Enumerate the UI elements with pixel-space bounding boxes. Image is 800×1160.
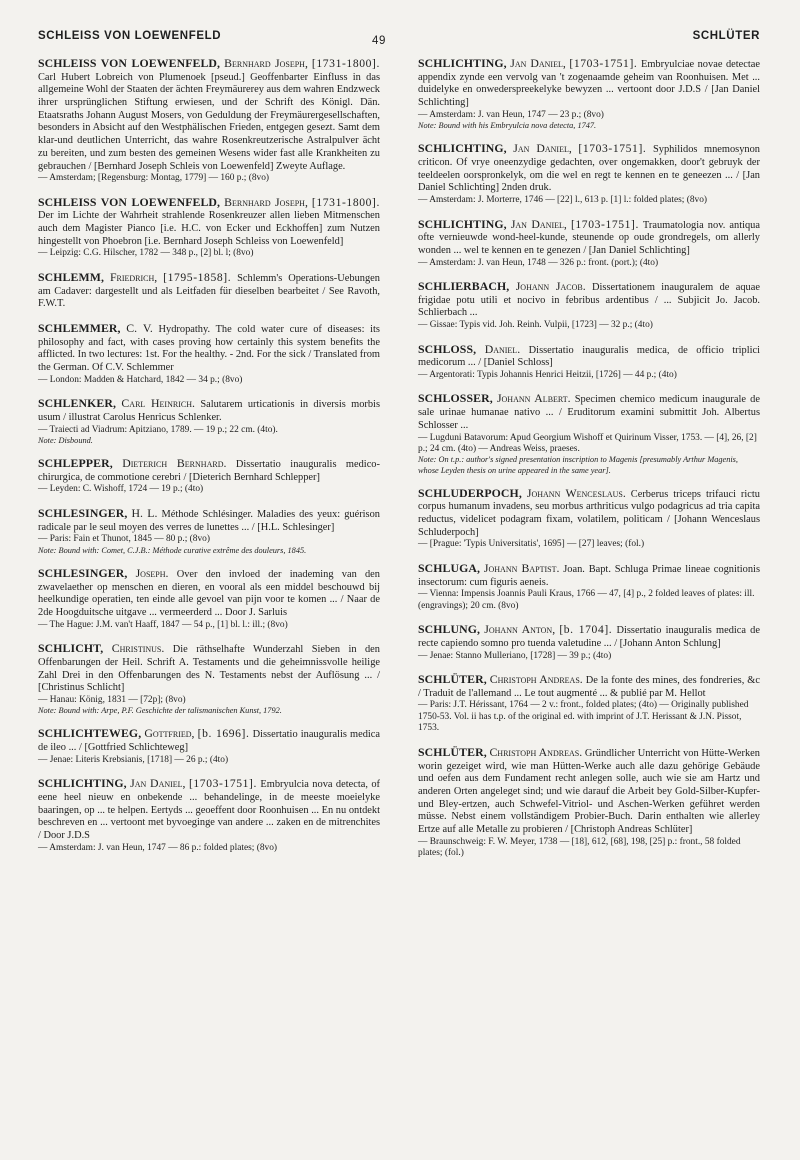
running-head [0, 22, 800, 46]
entry-title: Die räthselhafte Wunderzahl Sieben in den Offenbarungen der Heil. Schrift A. Testaments und die geheimnissvolle heilige Zahl Drei in den Offenbarungen des N. Testaments nebst der Auflösung ... / [Christinus Schlicht] [38, 644, 380, 694]
entry-dates: [b. 1696]. [197, 727, 250, 741]
entry-imprint: — Amsterdam: J. Morterre, 1746 — [22] l., 613 p. [1] l.: folded plates; (8vo) [418, 195, 708, 206]
entry-forename: Johann Anton, [484, 622, 556, 637]
entry-imprint: — Traiecti ad Viadrum: Apitziano, 1789. — 19 p.; 22 cm. (4to). [38, 424, 278, 435]
entry-surname: SCHLOSSER, [418, 391, 493, 406]
entry-note: Note: Bound with: Arpe, P.F. Geschichte der talismanischen Kunst, 1792. [38, 706, 282, 716]
entry-description [418, 745, 760, 837]
entry-description [38, 566, 380, 620]
entry-forename: Christinus. [111, 641, 165, 656]
bibliography-entry [418, 561, 760, 612]
entry-description [418, 561, 760, 589]
entry-title: Gründlicher Unterricht von Hütte-Werken worin gezeiget wird, wie man Hütten-Werke auch alle dazu gehörige Gebäude und oefen aus dem Fundament recht anlegen solle, auch wie sie am Hartz und anderen Orten angeleget sind; und wie darauf die Arbeit bey Gold-Silber-Kupfer- und Bley-ertzen, auch Schwefel-Vitriol- und Aschen-Werken geführet werden müsse. Nebst einem vollständigem Probier-Buch. Darin enthalten wie allerley Ertze auf alle Metalle zu probieren / [Christoph Andreas Schlüter] [418, 747, 760, 835]
entry-description [418, 56, 760, 110]
entry-surname: SCHLESINGER, [38, 565, 128, 580]
entry-description [38, 396, 380, 424]
entry-surname: SCHLICHT, [38, 641, 104, 656]
bibliography-entry [38, 195, 380, 260]
entry-surname: SCHLICHTING, [418, 216, 507, 231]
running-head-left: SCHLEISS VON LOEWENFELD [38, 30, 222, 42]
entry-forename: Joseph. [135, 565, 169, 580]
entry-imprint: — Amsterdam; [Regensburg: Montag, 1779] — 160 p.; (8vo) [38, 173, 270, 184]
entry-surname: SCHLIERBACH, [418, 279, 510, 294]
entry-description [418, 622, 760, 650]
entry-description [38, 56, 380, 173]
bibliography-entry [418, 342, 760, 382]
entry-dates: [1703-1751]. [570, 217, 640, 231]
entry-description [38, 321, 380, 375]
entry-imprint: — Jenae: Stanno Mulleriano, [1728] — 39 p.; (4to) [418, 650, 612, 661]
entry-surname: SCHLUDERPOCH, [418, 485, 522, 500]
entry-title: Dissertationem inauguralem de aquae frigidae potu utili et nocivo in febribus ardentibus / ... Subjicit Jo. Jacob. Schlierbach ... [418, 282, 760, 319]
entry-imprint: — Vienna: Impensis Joannis Pauli Kraus, 1766 — 47, [4] p., 2 folded leaves of plates: ill. (engravings); 20 cm. (8vo) [418, 589, 755, 611]
entry-title: Syphilidos mnemosynon criticon. Of vrye oneenzydige gedachten, over ongemakken, door't gebruyk der teeldeelen oorspronkelyk, om die wel en regt te kennen en te geneezen ... / [Jan Daniel Schlichting] 2nden druk. [418, 144, 760, 194]
entry-imprint: — Hanau: König, 1831 — [72p]; (8vo) [38, 694, 186, 705]
entry-surname: SCHLICHTING, [418, 141, 507, 156]
bibliography-entry [418, 745, 760, 860]
entry-title: Dissertatio inauguralis medica de recte capiendo somno pro tuenda valetudine ... / [Johann Anton Schlung] [418, 625, 760, 649]
entry-title: Traumatologia nov. antiqua ofte vernieuwde wond-heel-kunde, steunende op oude grondregels, om allerly wonden ... wel te kennen en te genezen / [Jan Daniel Schlichting] [418, 219, 760, 256]
entry-imprint: — Leyden: C. Wishoff, 1724 — 19 p.; (4to) [38, 484, 204, 495]
bibliography-entry [418, 486, 760, 551]
entry-description [38, 726, 380, 754]
entry-description [418, 391, 760, 432]
entry-note: Note: Disbound. [38, 436, 93, 445]
entry-title: Dissertatio inauguralis medica de ileo ... / [Gottfried Schlichteweg] [38, 729, 381, 754]
entry-dates: [1703-1751]. [578, 142, 647, 156]
entry-forename: Friedrich, [109, 269, 158, 284]
entry-dates: [1731-1800]. [311, 195, 380, 209]
entry-description [38, 195, 380, 249]
entry-note: Note: Bound with his Embryulcia nova detecta, 1747. [418, 121, 597, 131]
entry-description [418, 279, 760, 320]
entry-description [38, 270, 380, 311]
entry-forename: Bernhard Joseph, [224, 194, 308, 209]
entry-imprint: — Paris: Fain et Thunot, 1845 — 80 p.; (8vo) [38, 534, 210, 545]
entry-imprint: — Lugduni Batavorum: Apud Georgium Wishoff et Quirinum Visser, 1753. — [4], 26, [2] p.; 24 cm. (4to) — Andreas Weiss, praeses. [418, 432, 757, 454]
entry-forename: Jan Daniel, [513, 141, 572, 156]
entry-surname: SCHLEMM, [38, 269, 105, 284]
entry-title: Hydropathy. The cold water cure of diseases: its philosophy and fact, with cases proving how certainly this system benefits the afflicted. In two lectures: 1st. For the healthy. - 2nd. For the sick / Translated from the German. Of C.V. Schlemmer [38, 323, 380, 373]
entry-surname: SCHLESINGER, [38, 505, 128, 520]
entry-forename: Johann Baptist. [483, 560, 560, 575]
bibliography-entry [38, 566, 380, 631]
entry-surname: SCHLÜTER, [418, 672, 487, 687]
bibliography-entry [418, 391, 760, 475]
entry-dates: [b. 1704]. [559, 623, 613, 637]
entry-imprint: — Gissae: Typis vid. Joh. Reinh. Vulpii, [1723] — 32 p.; (4to) [418, 320, 653, 331]
entry-title: Salutarem urticationis in diversis morbis usum / illustrat Carolus Henricus Schlenker. [38, 399, 380, 423]
entry-forename: Daniel. [484, 341, 521, 356]
bibliography-entry [418, 622, 760, 662]
entry-surname: SCHLOSS, [418, 341, 477, 356]
entry-imprint: — Paris: J.T. Hérissant, 1764 — 2 v.: front., folded plates; (4to) — Originally published 1750-53. Vol. ii has t.p. of the original ed. with imprint of J.T. Herissant & J.N. Pissot, 1753. [418, 700, 749, 734]
entry-imprint: — [Prague: 'Typis Universitatis', 1695] — [27] leaves; (fol.) [418, 539, 645, 550]
entry-surname: SCHLENKER, [38, 396, 117, 411]
entry-forename: Bernhard Joseph, [224, 56, 308, 70]
entry-dates: [1731-1800]. [311, 57, 380, 70]
entry-forename: C. V. [126, 320, 153, 335]
entry-imprint: — Amsterdam: J. van Heun, 1747 — 23 p.; (8vo) [418, 109, 604, 120]
bibliography-entry [38, 776, 380, 854]
entry-title: Dissertatio inauguralis medico-chirurgica, de commotione cerebri / [Dieterich Bernhard Schlepper] [38, 459, 380, 483]
bibliography-entry [38, 396, 380, 446]
entry-surname: SCHLEISS VON LOEWENFELD, [38, 56, 221, 70]
entry-title: Embryulciae novae detectae appendix zynde een vervolg van 't zogenaamde geheim van Roonhuisen. Met ... duidelyke en onwederspreekelyke bewyzen ... vertoont door J.D.S / [Jan Daniel Schlichting] [418, 59, 761, 109]
entry-description [418, 486, 760, 540]
entry-dates: [1703-1751]. [188, 777, 257, 791]
entry-forename: H. L. [131, 505, 158, 520]
entry-description [38, 506, 380, 534]
entry-forename: Jan Daniel, [510, 56, 566, 70]
bibliography-entry [38, 726, 380, 766]
entry-imprint: — Argentorati: Typis Johannis Henrici Heitzii, [1726] — 44 p.; (4to) [418, 369, 677, 380]
entry-imprint: — Jenae: Literis Krebsianis, [1718] — 26 p.; (4to) [38, 754, 229, 765]
bibliography-entry [38, 56, 380, 185]
entry-title: Carl Hubert Lobreich von Plumenoek [pseud.] Geoffenbarter Einfluss in das allgemeine Wohl der Staaten der ächten Freymäurerey aus dem wahren Endzweck ihrer ursprünglichen Stiftung erwiesen, und der Schrift des Königl. Dän. Etaatsraths Johann August Mosers, von Geduldung der Freymäurergesellschaften, besonders in Absicht auf den Westphälischen Frieden, entgegen gesezt. Samt dem klar-und deutlichen Unterricht, das wahre Rosenkreutzerische Astralpulver ächt zu bereiten, und zum besten des gemeinen Wesens wider fast alle Krankheiten zu gebrauchen / [Bernhard Joseph Schleis von Loewenfeld] Zweyte Auflage. [38, 71, 380, 172]
bibliography-entry [418, 217, 760, 270]
entry-surname: SCHLÜTER, [418, 744, 487, 759]
bibliography-entry [418, 56, 760, 131]
entry-imprint: — London: Madden & Hatchard, 1842 — 34 p.; (8vo) [38, 374, 243, 385]
bibliography-entry [38, 321, 380, 386]
entry-forename: Carl Heinrich. [121, 396, 195, 411]
entry-forename: Dieterich Bernhard. [122, 456, 227, 471]
entry-forename: Jan Daniel, [130, 776, 186, 791]
entry-forename: Johann Albert. [496, 391, 571, 406]
entry-description [418, 342, 760, 370]
entry-surname: SCHLICHTEWEG, [38, 726, 142, 741]
entry-title: Der im Lichte der Wahrheit strahlende Rosenkreuzer allen lieben Mitmenschen auch dem Magister Pianco [i.e. H.C. von Ecker und Eckhoffen] zum Nutzen hingestellt von Phoebron [i.e. Bernhard Joseph Schleiss von Loewenfeld] [38, 210, 380, 247]
entry-surname: SCHLICHTING, [418, 56, 507, 70]
entry-title: Over den invloed der inademing van den zwavelaether op menschen en dieren, en vooral als een middel beschouwd bij heelkundige operatien, ten einde alle gevoel van pijn voor te komen ... / Naar de 2de Hoogduitsche uitgave ... vermeerderd ... Door J. Sarluis [38, 568, 380, 618]
running-head-right: SCHLÜTER [692, 30, 760, 42]
entry-surname: SCHLICHTING, [38, 776, 127, 791]
entry-forename: Gottfried, [144, 726, 195, 741]
entry-imprint: — The Hague: J.M. van't Haaff, 1847 — 54 p., [1] bl. l.: ill.; (8vo) [38, 619, 288, 630]
bibliography-entry [418, 672, 760, 735]
entry-imprint: — Amsterdam: J. van Heun, 1748 — 326 p.: front. (port.); (4to) [418, 257, 659, 268]
entry-description [418, 217, 760, 258]
entry-title: Méthode Schlésinger. Maladies des yeux: guérison radicale par le seul moyen des verres de lunettes ... / [H.L. Schlesinger] [38, 508, 380, 533]
entry-note: Note: On t.p.: author's signed presentation inscription to Magenis [presumably Arthur Magenis, whose Leyden thesis on urine appeared in the same year]. [418, 455, 738, 475]
page-number: 49 [372, 35, 386, 47]
right-column [418, 56, 760, 870]
bibliography-entry [38, 456, 380, 496]
bibliography-entry [38, 641, 380, 716]
entry-title: Joan. Bapt. Schluga Primae lineae cognitionis insectorum: cum figuris aeneis. [418, 563, 760, 588]
entry-imprint: — Braunschweig: F. W. Meyer, 1738 — [18], 612, [68], 198, [25] p.: front., 58 folded plates; (fol.) [418, 836, 741, 859]
left-column [38, 56, 380, 864]
bibliography-entry [38, 270, 380, 311]
entry-description [418, 141, 760, 195]
entry-description [38, 776, 380, 842]
entry-dates: [1795-1858]. [163, 270, 232, 284]
entry-dates: [1703-1751]. [569, 57, 638, 70]
entry-title: De la fonte des mines, des fondreries, &c / Traduit de l'allemand ... Le tout augmenté ... & publié par M. Hellot [418, 675, 760, 699]
entry-surname: SCHLEPPER, [38, 456, 113, 471]
entry-forename: Jan Daniel, [510, 216, 567, 231]
entry-title: Schlemm's Operations-Uebungen am Cadaver: dargestellt und als Leitfaden für dieselben bearbeitet / See Ravoth, F.W.T. [38, 272, 380, 310]
entry-title: Specimen chemico medicum inaugurale de sale urinae humanae nativo ... / Eruditorum examini submittit Joh. Albertus Schlosser ... [418, 394, 760, 431]
entry-surname: SCHLEISS VON LOEWENFELD, [38, 194, 221, 209]
bibliography-entry [38, 506, 380, 556]
entry-forename: Christoph Andreas. [489, 744, 583, 759]
entry-note: Note: Bound with: Comet, C.J.B.: Méthode curative extrême des douleurs, 1845. [38, 545, 307, 555]
bibliography-entry [418, 279, 760, 332]
entry-description [38, 641, 380, 695]
entry-description [38, 456, 380, 484]
entry-forename: Johann Wenceslaus. [526, 485, 626, 500]
entry-surname: SCHLUNG, [418, 622, 481, 637]
entry-title: Cerberus triceps trifauci rictu corpus humanum invadens, seu morbus arthriticus vulgo podagricus ad tria capita reductus, videlicet podagram fixam, volatilem, politicam / [Johann Wenceslaus Schluderpoch] [418, 488, 760, 538]
entry-imprint: — Amsterdam: J. van Heun, 1747 — 86 p.: folded plates; (8vo) [38, 842, 278, 853]
entry-forename: Christoph Andreas. [489, 672, 583, 687]
entry-title: Embryulcia nova detecta, of eene heel nieuw en onbekende ... behandelinge, in de meeste moeielyke baaringen, op ... te helpen. Eertyds ... geoeffent door Roonhuisen ... En nu ontdekt beschreven en ... vertoont met byvoeginge van andere ... zaken en de mitrenchites / Door J.D.S [38, 779, 380, 842]
bibliography-entry [418, 141, 760, 206]
entry-forename: Johann Jacob. [515, 279, 586, 294]
entry-title: Dissertatio inauguralis medica, de officio triplici medicorum ... / [Daniel Schloss] [418, 344, 760, 369]
entry-description [418, 672, 760, 700]
entry-imprint: — Leipzig: C.G. Hilscher, 1782 — 348 p., [2] bl. l; (8vo) [38, 248, 254, 259]
entry-surname: SCHLEMMER, [38, 320, 121, 335]
entry-surname: SCHLUGA, [418, 560, 481, 575]
